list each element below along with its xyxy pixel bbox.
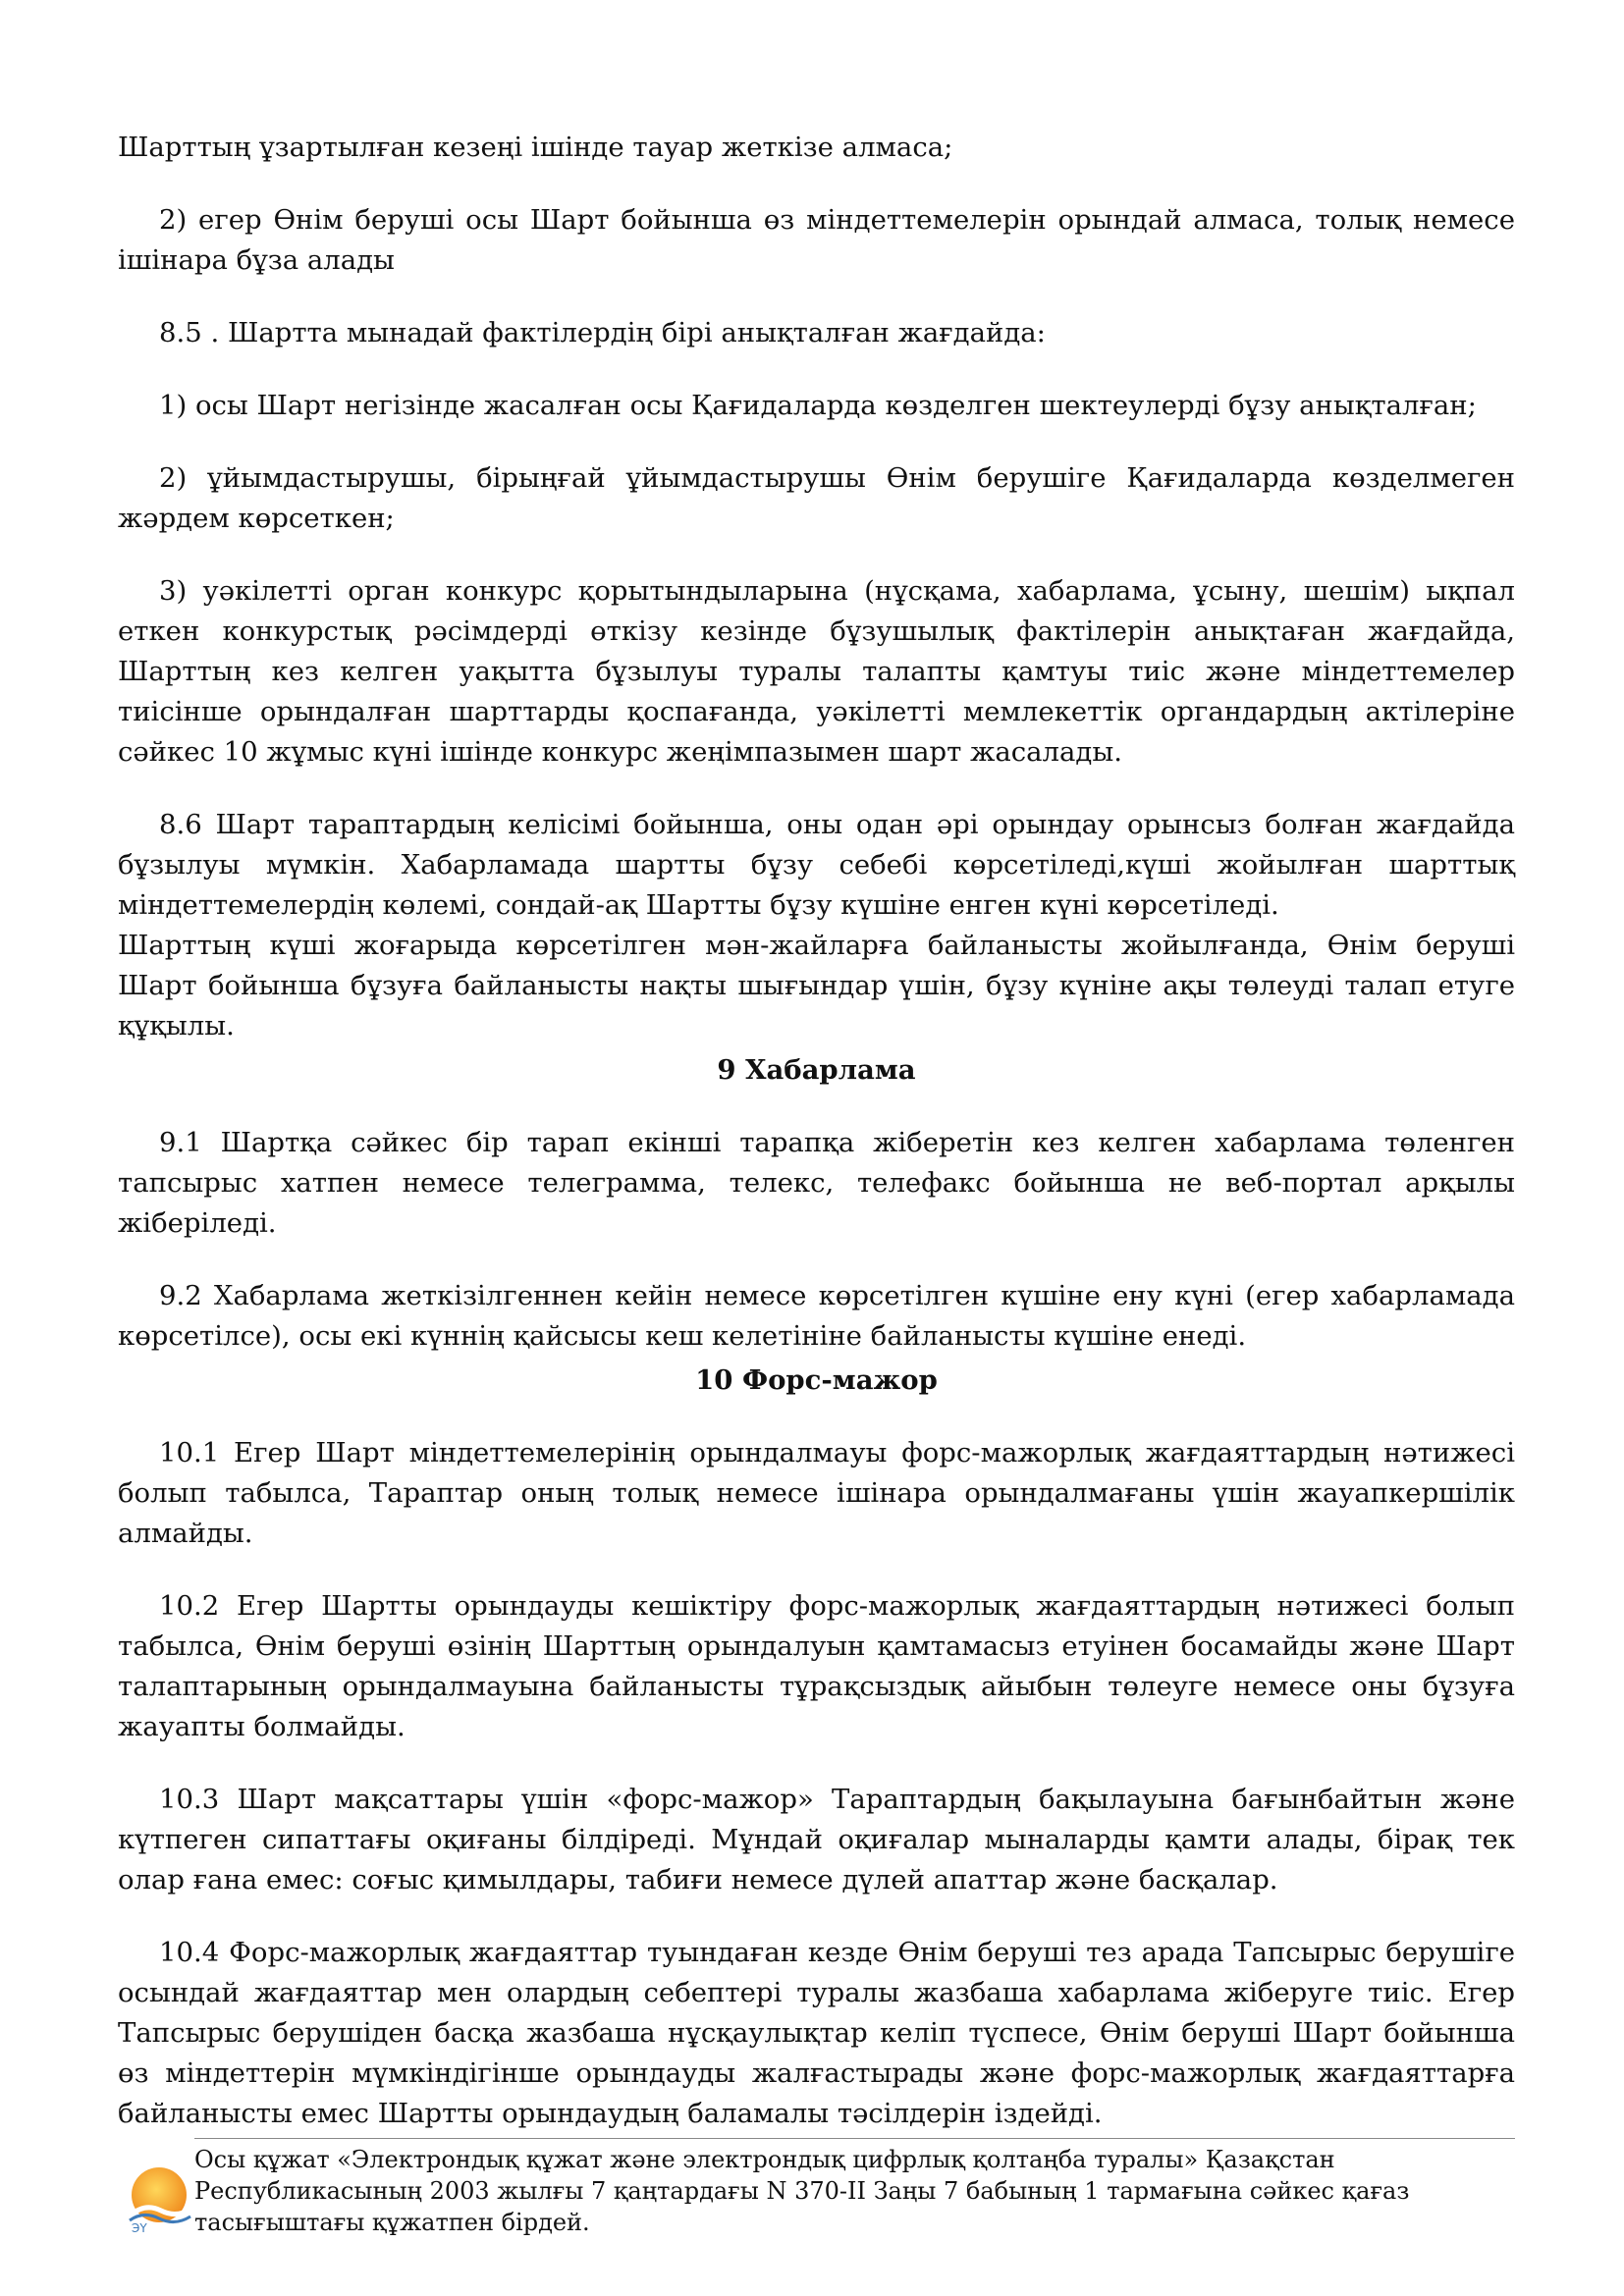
footer-legal-notice: Осы құжат «Электрондық құжат және электрондық цифрлық қолтаңба туралы» Қазақстан Республикасының 2003 жылғы 7 қаңтардағы N 370-II Заңы 7 бабының 1 тармағына сәйкес қағаз тасығыштағы құжатпен бірдей. [194,2146,1410,2236]
svg-text:ЭҮ: ЭҮ [132,2221,147,2234]
document-body [118,128,1515,2166]
paragraph: Шарттың ұзартылған кезеңі ішінде тауар жеткізе алмаса; [118,132,953,163]
paragraph: 1) осы Шарт негізінде жасалған осы Қағидаларда көзделген шектеулерді бұзу анықталған; [159,390,1477,421]
paragraph: 2) егер Өнім беруші осы Шарт бойынша өз міндеттемелерін орындай алмаса, толық немесе ішінара бұза алады [118,204,1515,276]
paragraph: 9.2 Хабарлама жеткізілгеннен кейін немесе көрсетілген күшіне ену күні (егер хабарламада көрсетілсе), осы екі күннің қайсысы кеш келетініне байланысты күшіне енеді. [118,1280,1515,1352]
paragraph: 10.2 Егер Шартты орындауды кешіктіру форс-мажорлық жағдаяттардың нәтижесі болып табылса, Өнім беруші өзінің Шарттың орындалуын қамтамасыз етуінен босамайды және Шарт талаптарының орындалмауына байланысты тұрақсыздық айыбын төлеуге немесе оны бұзуға жауапты болмайды. [118,1590,1515,1742]
footer-divider [194,2138,1515,2139]
paragraph: 3) уәкілетті орган конкурс қорытындыларына (нұсқама, хабарлама, ұсыну, шешім) ықпал еткен конкурстық рәсімдерді өткізу кезінде бұзушылық фактілерін анықтаған жағдайда, Шарттың кез келген уақытта бұзылуы туралы талапты қамтуы тиіс және міндеттемелер тиісінше орындалған шарттарды қоспағанда, уәкілетті мемлекеттік органдардың актілеріне сәйкес 10 жұмыс күні ішінде конкурс жеңімпазымен шарт жасалады. [118,575,1515,768]
paragraph: Шарттың күші жоғарыда көрсетілген мән-жайларға байланысты жойылғанда, Өнім беруші Шарт бойынша бұзуға байланысты нақты шығындар үшін, бұзу күніне ақы төлеуді талап етуге құқылы. [118,930,1515,1041]
footer [118,2140,1515,2248]
section-heading: 9 Хабарлама [717,1054,916,1086]
paragraph: 8.5 . Шартта мынадай фактілердің бірі анықталған жағдайда: [159,317,1046,348]
paragraph: 2) ұйымдастырушы, бірыңғай ұйымдастырушы Өнім берушіге Қағидаларда көзделмеген жәрдем көрсеткен; [118,462,1515,534]
paragraph: 8.6 Шарт тараптардың келісімі бойынша, оны одан әрі орындау орынсыз болған жағдайда бұзылуы мүмкін. Хабарламада шартты бұзу себебі көрсетіледі,күші жойылған шарттық міндеттемелердің көлемі, сондай-ақ Шартты бұзу күшіне енген күні көрсетіледі. [118,809,1515,921]
section-heading: 10 Форс-мажор [695,1364,938,1396]
paragraph: 9.1 Шартқа сәйкес бір тарап екінші тарапқа жіберетін кез келген хабарлама төленген тапсырыс хатпен немесе телеграмма, телекс, телефакс бойынша не веб-портал арқылы жіберіледі. [118,1127,1515,1239]
paragraph: 10.4 Форс-мажорлық жағдаяттар туындаған кезде Өнім беруші тез арада Тапсырыс берушіге осындай жағдаяттар мен олардың себептері туралы жазбаша хабарлама жіберуге тиіс. Егер Тапсырыс берушіден басқа жазбаша нұсқаулықтар келіп түспесе, Өнім беруші Шарт бойынша өз міндеттерін мүмкіндігінше орындауды жалғастырады және форс-мажорлық жағдаяттарға байланысты емес Шартты орындаудың баламалы тәсілдерін іздейді. [118,1937,1515,2129]
paragraph: 10.1 Егер Шарт міндеттемелерінің орындалмауы форс-мажорлық жағдаяттардың нәтижесі болып табылса, Тараптар оның толық немесе ішінара орындалмағаны үшін жауапкершілік алмайды. [118,1437,1515,1549]
sun-logo-icon [122,2163,192,2234]
paragraph: 10.3 Шарт мақсаттары үшін «форс-мажор» Тараптардың бақылауына бағынбайтын және күтпеген сипаттағы оқиғаны білдіреді. Мұндай оқиғалар мыналарды қамти алады, бірақ тек олар ғана емес: соғыс қимылдары, табиғи немесе дүлей апаттар және басқалар. [118,1784,1515,1896]
